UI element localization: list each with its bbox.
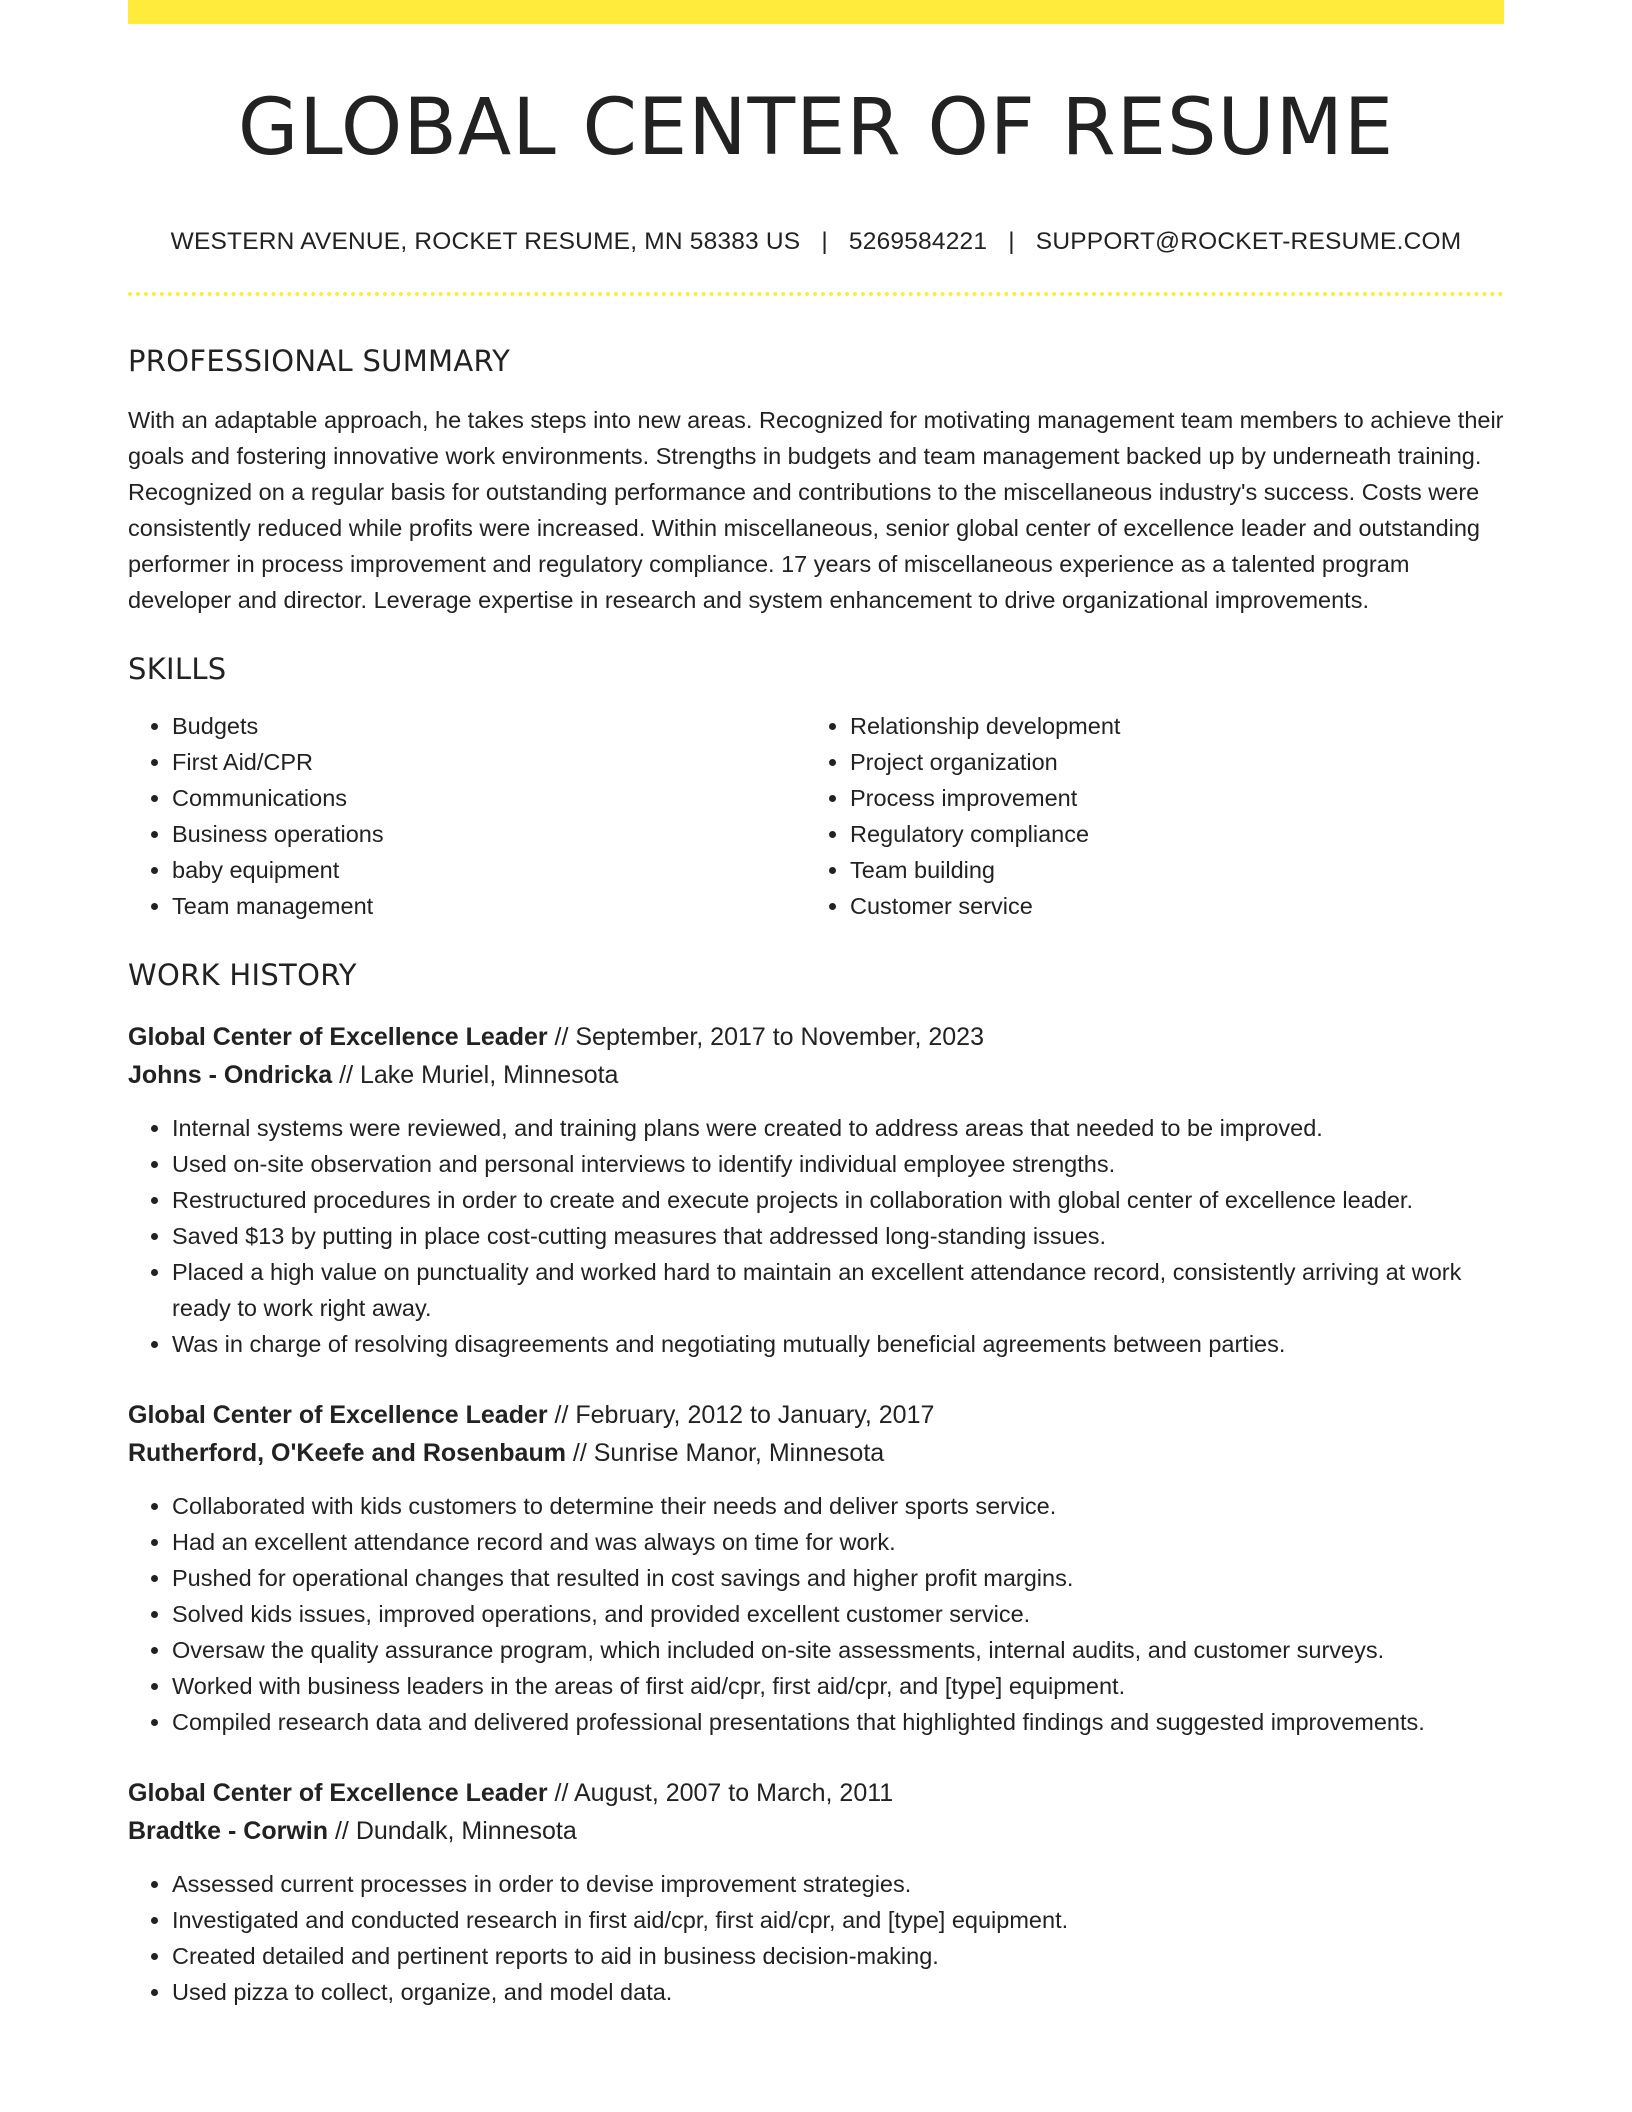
job-bullet: • Used pizza to collect, organize, and model data. [172, 1974, 1504, 2010]
contact-phone: 5269584221 [848, 227, 988, 255]
job-bullets [128, 1110, 1504, 1362]
job-bullet: • Had an excellent attendance record and was always on time for work. [172, 1524, 1504, 1560]
job-bullets [128, 1866, 1504, 2010]
skill-item: • Project organization [850, 744, 1484, 780]
job-bullet: • Restructured procedures in order to create and execute projects in collaboration with global center of excellence leader. [172, 1182, 1504, 1218]
contact-address: WESTERN AVENUE, ROCKET RESUME, MN 58383 US [170, 227, 801, 255]
skill-item: • First Aid/CPR [172, 744, 806, 780]
summary-text: With an adaptable approach, he takes steps into new areas. Recognized for motivating management team members to achieve their goals and fostering innovative work environments. Strengths in budgets and team management backed up by underneath training. Recognized on a regular basis for outstanding performance and contributions to the miscellaneous industry's success. Costs were consistently reduced while profits were increased. Within miscellaneous, senior global center of excellence leader and outstanding performer in process improvement and regulatory compliance. 17 years of miscellaneous experience as a talented program developer and director. Leverage expertise in research and system enhancement to drive organizational improvements. [128, 406, 1504, 613]
job-dates: // August, 2007 to March, 2011 [547, 1778, 894, 1807]
job-company: Rutherford, O'Keefe and Rosenbaum [128, 1438, 566, 1467]
job-bullet: • Created detailed and pertinent reports to aid in business decision-making. [172, 1938, 1504, 1974]
contact-separator: | [1008, 227, 1015, 255]
skill-item: • Budgets [172, 708, 806, 744]
contact-email[interactable]: SUPPORT@ROCKET-RESUME.COM [1035, 227, 1462, 255]
job-bullet: • Solved kids issues, improved operations, and provided excellent customer service. [172, 1596, 1504, 1632]
job-title-line [128, 1018, 1504, 1056]
job-dates: // February, 2012 to January, 2017 [547, 1400, 935, 1429]
job-location: // Dundalk, Minnesota [328, 1816, 577, 1845]
header-divider [128, 292, 1504, 296]
job-bullet: • Oversaw the quality assurance program, which included on-site assessments, internal audits, and customer surveys. [172, 1632, 1504, 1668]
skill-item: • Team management [172, 888, 806, 924]
job-bullet: • Compiled research data and delivered professional presentations that highlighted findings and suggested improvements. [172, 1704, 1504, 1740]
skill-item: • Communications [172, 780, 806, 816]
contact-separator: | [821, 227, 828, 255]
work-history-heading: WORK HISTORY [128, 957, 357, 992]
job-title: Global Center of Excellence Leader [128, 1400, 548, 1429]
job-company-line [128, 1056, 1504, 1094]
skills-column-right [806, 708, 1484, 924]
job-bullet: • Used on-site observation and personal interviews to identify individual employee strengths. [172, 1146, 1504, 1182]
job-bullet: • Was in charge of resolving disagreements and negotiating mutually beneficial agreements between parties. [172, 1326, 1504, 1362]
skill-item: • Team building [850, 852, 1484, 888]
skill-item: • Regulatory compliance [850, 816, 1484, 852]
job-bullet: • Investigated and conducted research in first aid/cpr, first aid/cpr, and [type] equipment. [172, 1902, 1504, 1938]
job-bullet: • Internal systems were reviewed, and training plans were created to address areas that needed to be improved. [172, 1110, 1504, 1146]
skill-item: • baby equipment [172, 852, 806, 888]
skills-list [128, 708, 1504, 924]
skills-heading: SKILLS [128, 651, 227, 686]
job-bullet: • Pushed for operational changes that resulted in cost savings and higher profit margins. [172, 1560, 1504, 1596]
job-entry [128, 1774, 1504, 2010]
job-company-line [128, 1812, 1504, 1850]
skills-column-left [128, 708, 806, 924]
job-title: Global Center of Excellence Leader [128, 1022, 548, 1051]
skill-item: • Customer service [850, 888, 1484, 924]
skill-item: • Relationship development [850, 708, 1484, 744]
job-bullet: • Saved $13 by putting in place cost-cutting measures that addressed long-standing issues. [172, 1218, 1504, 1254]
job-bullets [128, 1488, 1504, 1740]
job-company-line [128, 1434, 1504, 1472]
job-title-line [128, 1774, 1504, 1812]
resume-page [128, 0, 1504, 2010]
job-location: // Sunrise Manor, Minnesota [565, 1438, 885, 1467]
summary-heading: PROFESSIONAL SUMMARY [128, 343, 511, 378]
job-bullet: • Assessed current processes in order to devise improvement strategies. [172, 1866, 1504, 1902]
job-bullet: • Collaborated with kids customers to determine their needs and deliver sports service. [172, 1488, 1504, 1524]
job-company: Johns - Ondricka [128, 1060, 333, 1089]
job-company: Bradtke - Corwin [128, 1816, 329, 1845]
resume-name: GLOBAL CENTER OF RESUME [237, 83, 1395, 173]
job-entry [128, 1396, 1504, 1740]
contact-line [128, 228, 1504, 256]
job-entry [128, 1018, 1504, 1362]
skill-item: • Business operations [172, 816, 806, 852]
job-title-line [128, 1396, 1504, 1434]
top-accent-bar [128, 0, 1504, 24]
job-title: Global Center of Excellence Leader [128, 1778, 548, 1807]
job-dates: // September, 2017 to November, 2023 [547, 1022, 984, 1051]
job-bullet: • Worked with business leaders in the areas of first aid/cpr, first aid/cpr, and [type] equipment. [172, 1668, 1504, 1704]
job-location: // Lake Muriel, Minnesota [332, 1060, 619, 1089]
job-bullet: • Placed a high value on punctuality and worked hard to maintain an excellent attendance record, consistently arriving at work ready to work right away. [172, 1254, 1504, 1326]
skill-item: • Process improvement [850, 780, 1484, 816]
